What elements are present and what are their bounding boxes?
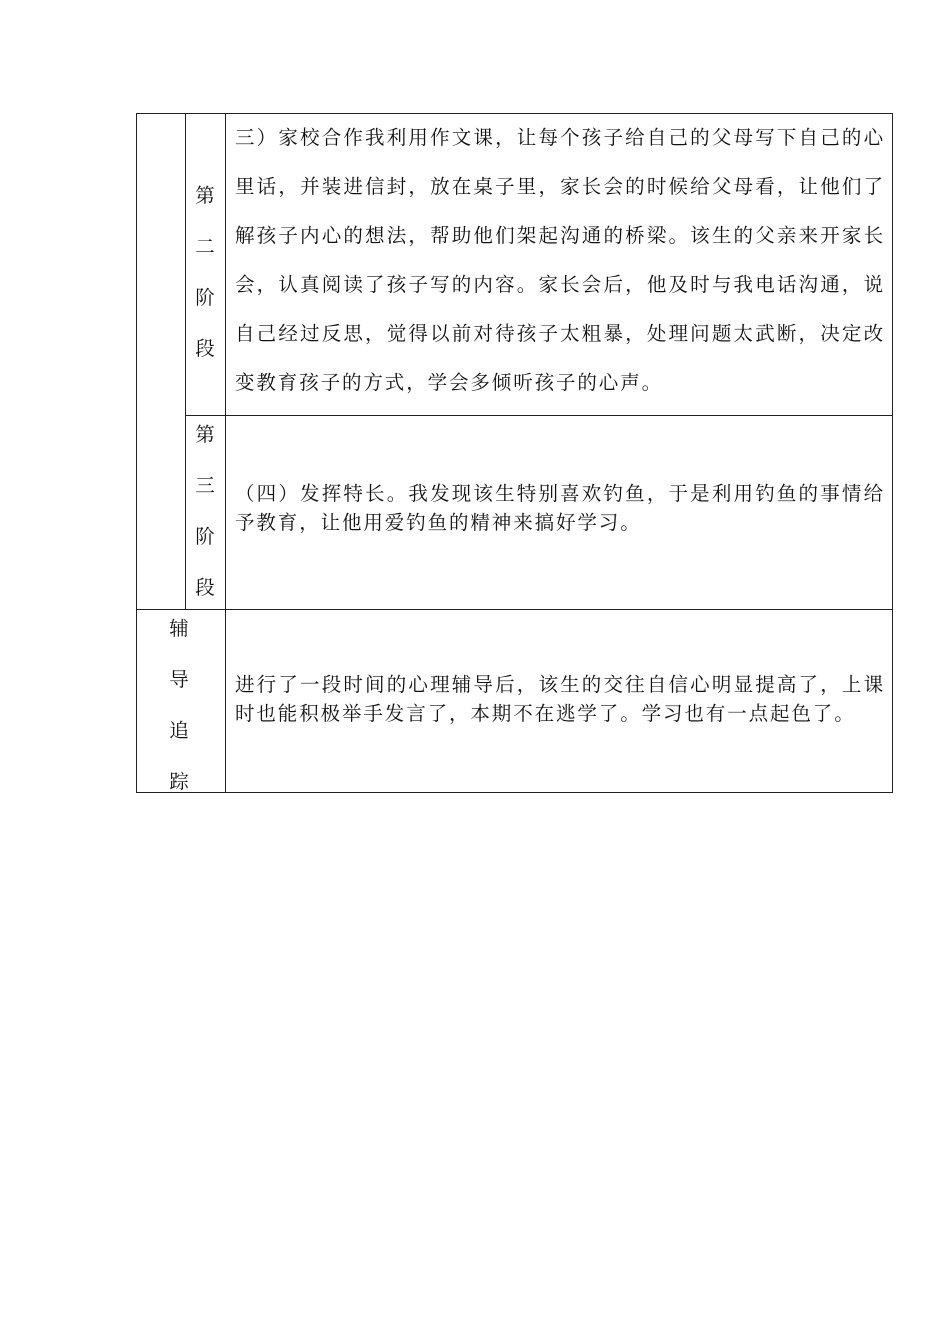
tracking-label-char: 导 — [169, 668, 189, 691]
stage-2-label-char: 第 — [195, 184, 215, 207]
tracking-content: 进行了一段时间的心理辅导后，该生的交往自信心明显提高了，上课时也能积极举手发言了，本期不在逃学了。学习也有一点起色了。 — [235, 673, 885, 725]
stage-3-label-char: 阶 — [195, 525, 215, 548]
tracking-label-char: 踪 — [169, 770, 189, 793]
tracking-label-char: 追 — [169, 719, 189, 742]
tracking-label-char: 辅 — [169, 617, 189, 640]
table-hline-tracking — [137, 609, 892, 610]
stage-2-content: 三）家校合作我利用作文课，让每个孩子给自己的父母写下自己的心里话，并装进信封，放在桌子里，家长会的时候给父母看，让他们了解孩子内心的想法，帮助他们架起沟通的桥梁。该生的父亲来开家长会，认真阅读了孩子写的内容。家长会后，他及时与我电话沟通，说自己经过反思，觉得以前对待孩子太粗暴，处理问题太武断，决定改变教育孩子的方式，学会多倾听孩子的心声。 — [235, 126, 885, 394]
table-vline-content — [225, 114, 226, 792]
stage-3-label-char: 三 — [195, 474, 215, 497]
stage-3-content: （四）发挥特长。我发现该生特别喜欢钓鱼，于是利用钓鱼的事情给予教育，让他用爱钓鱼的精神来搞好学习。 — [235, 482, 885, 534]
stage-2-label-char: 二 — [195, 235, 215, 258]
stage-3-label — [185, 409, 225, 613]
stage-2-label — [185, 170, 225, 374]
stage-3-label-char: 段 — [195, 576, 215, 599]
stage-3-label-char: 第 — [195, 423, 215, 446]
tracking-label — [159, 603, 199, 807]
counseling-record-table — [136, 113, 893, 793]
table-hline-stage — [185, 415, 892, 416]
stage-2-label-char: 段 — [195, 337, 215, 360]
stage-2-label-char: 阶 — [195, 286, 215, 309]
